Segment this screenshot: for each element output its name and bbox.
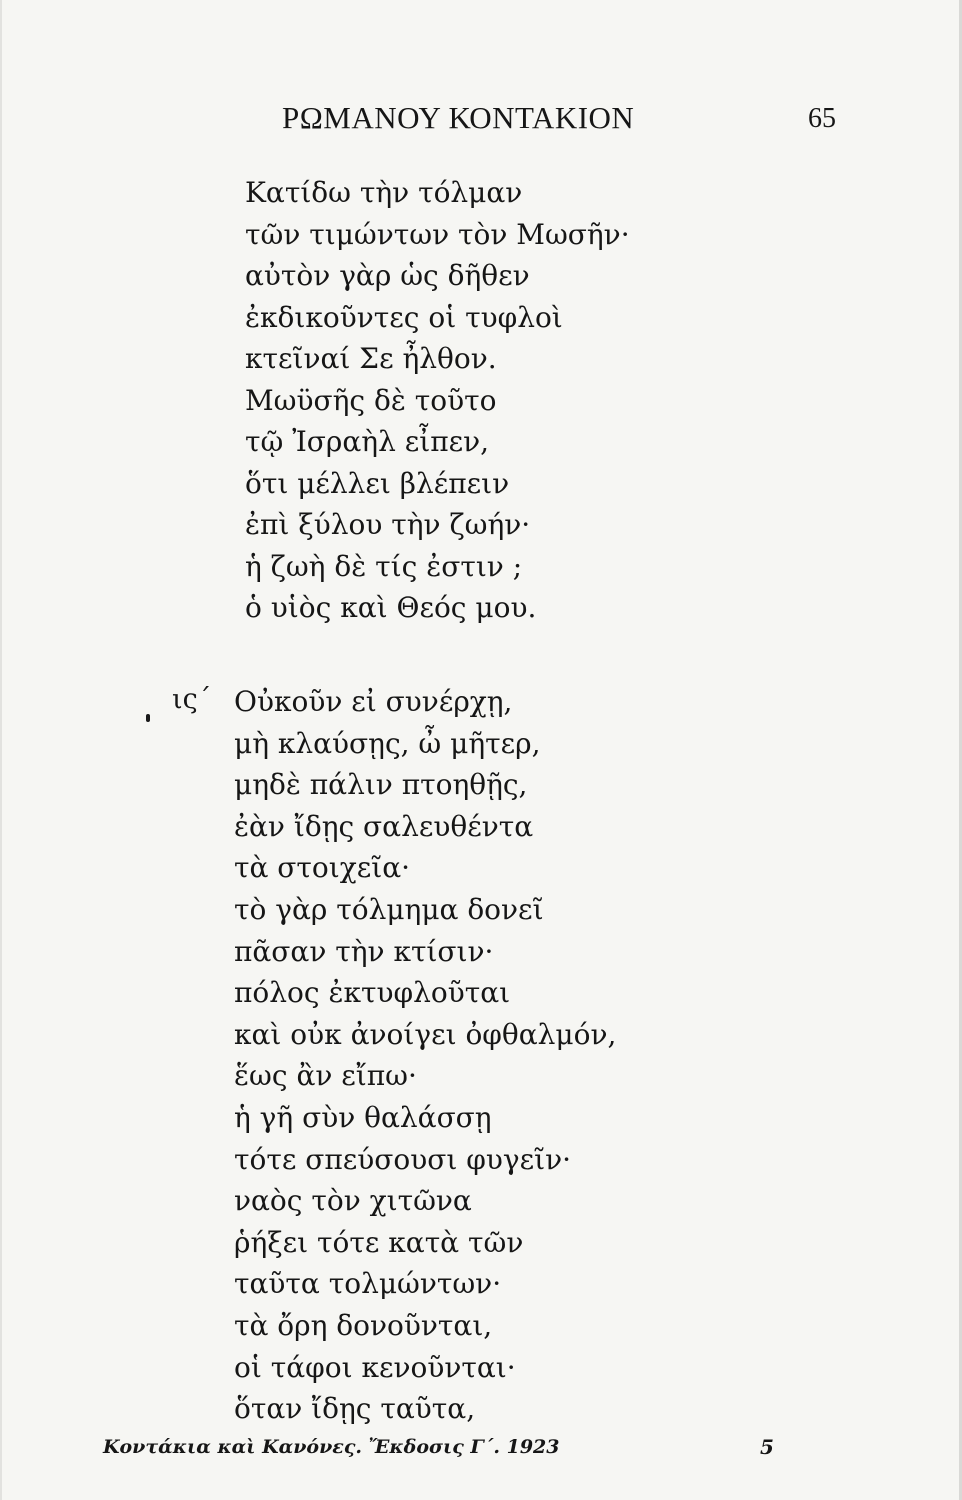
verse-line: ὅταν ἴδῃς ταῦτα, (234, 1392, 476, 1426)
verse-line: τὰ ὄρη δονοῦνται, (234, 1308, 493, 1342)
page-edge-left (0, 0, 2, 1500)
verse-line: ἐπὶ ξύλου τὴν ζωήν· (245, 508, 531, 541)
verse-line: Οὐκοῦν εἰ συνέρχῃ, (234, 685, 513, 718)
verse-line: ἕως ἂν εἴπω· (234, 1059, 417, 1093)
signature-mark: 5 (760, 1435, 774, 1459)
verse-line: ἐὰν ἴδῃς σαλευθέντα (234, 809, 534, 843)
stanza-number-marker: ις΄ (172, 684, 212, 715)
verse-line: ἡ ζωὴ δὲ τίς ἐστιν ; (245, 549, 523, 583)
verse-line: μὴ κλαύσῃς, ὦ μῆτερ, (234, 726, 541, 760)
verse-line: Κατίδω τὴν τόλμαν (245, 176, 523, 209)
verse-line: ὁ υἱὸς καὶ Θεός μου. (245, 591, 537, 624)
verse-line: τότε σπεύσουσι φυγεῖν· (234, 1142, 572, 1176)
verse-line: καὶ οὐκ ἀνοίγει ὀφθαλμόν, (234, 1017, 617, 1051)
verse-line: κτεῖναί Σε ἦλθον. (245, 342, 497, 375)
verse-line: ἡ γῆ σὺν θαλάσσῃ (234, 1100, 492, 1134)
verse-line: Μωϋσῆς δὲ τοῦτο (245, 383, 497, 417)
verse-line: τῶν τιμώντων τὸν Μωσῆν· (245, 217, 630, 251)
verse-line: ῥήξει τότε κατὰ τῶν (234, 1225, 524, 1259)
verse-line: τὸ γὰρ τόλμημα δονεῖ (234, 892, 544, 926)
verse-line: τῷ Ἰσραὴλ εἶπεν, (245, 425, 490, 458)
page-number: 65 (808, 103, 836, 134)
stanza-1 (245, 172, 630, 629)
margin-dot (146, 714, 150, 722)
verse-line: πᾶσαν τὴν κτίσιν· (234, 934, 494, 968)
verse-line: ὅτι μέλλει βλέπειν (245, 466, 510, 500)
verse-line: ναὸς τὸν χιτῶνα (234, 1184, 472, 1218)
verse-line: οἱ τάφοι κενοῦνται· (234, 1350, 516, 1384)
verse-line: ἐκδικοῦντες οἱ τυφλοὶ (245, 300, 563, 334)
running-title: ΡΩΜΑΝΟΥ ΚΟΝΤΑΚΙΟΝ (282, 100, 635, 135)
verse-line: πόλος ἐκτυφλοῦται (234, 976, 511, 1010)
verse-line: τὰ στοιχεῖα· (234, 851, 410, 885)
verse-line: μηδὲ πάλιν πτοηθῇς, (234, 768, 528, 802)
signature-line: Κοντάκια καὶ Κανόνες. Ἔκδοσις Γ΄. 1923 (103, 1436, 560, 1458)
stanza-2 (234, 681, 616, 1430)
verse-line: ταῦτα τολμώντων· (234, 1267, 502, 1301)
verse-line: αὐτὸν γὰρ ὡς δῆθεν (245, 259, 530, 292)
